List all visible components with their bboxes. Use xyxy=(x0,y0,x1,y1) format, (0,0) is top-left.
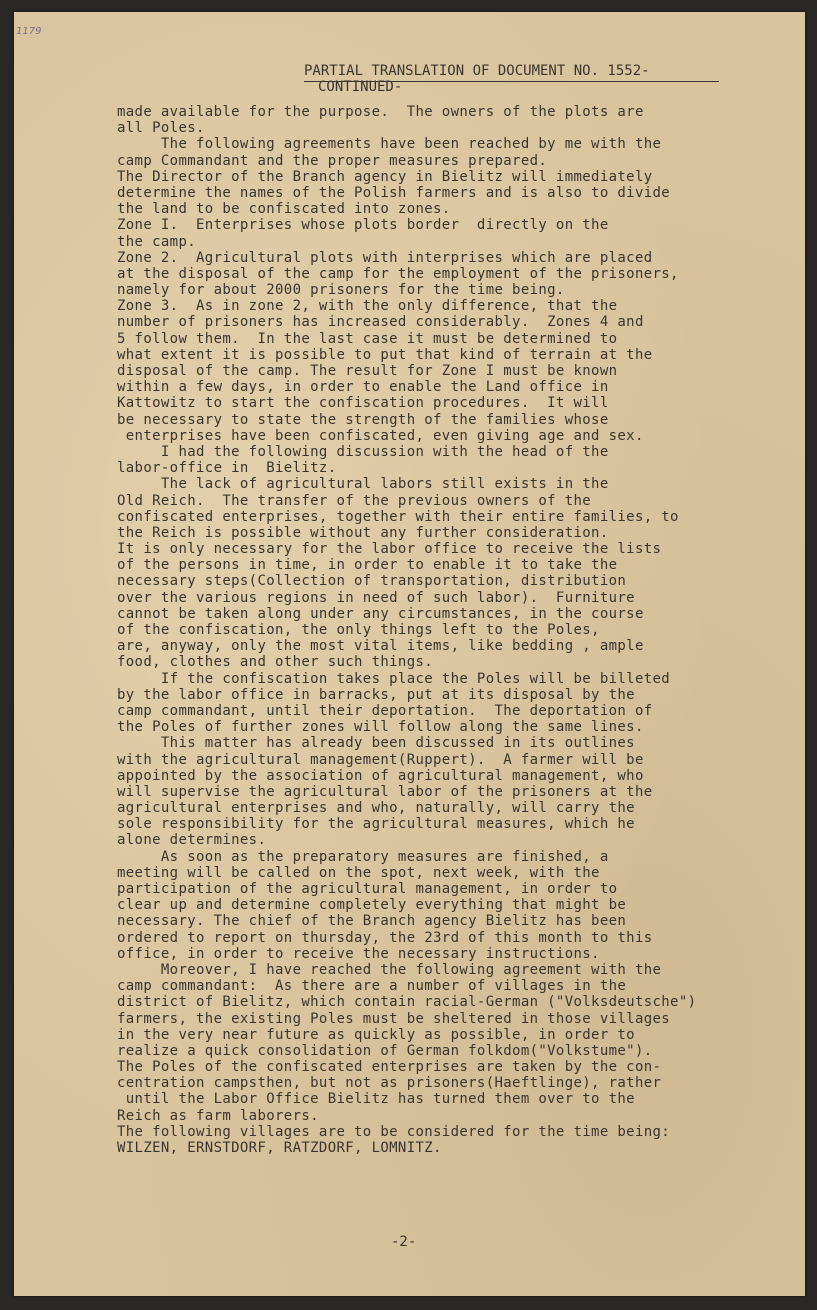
text-line: 5 follow them. In the last case it must be determined to xyxy=(117,330,618,347)
text-line: meeting will be called on the spot, next week, with the xyxy=(117,864,600,881)
text-line: Kattowitz to start the confiscation procedures. It will xyxy=(117,395,609,412)
text-line: at the disposal of the camp for the employment of the prisoners, xyxy=(117,265,679,282)
text-line: farmers, the existing Poles must be sheltered in those villages xyxy=(117,1010,671,1027)
text-line: Zone 2. Agricultural plots with interprises which are placed xyxy=(117,249,653,266)
text-line: The following agreements have been reached by me with the xyxy=(117,136,662,153)
text-line: over the various regions in need of such labor). Furniture xyxy=(117,589,635,606)
text-line: Zone 3. As in zone 2, with the only difference, that the xyxy=(117,298,618,315)
text-line: namely for about 2000 prisoners for the time being. xyxy=(117,282,565,299)
text-line: food, clothes and other such things. xyxy=(117,654,434,671)
text-line: the Poles of further zones will follow along the same lines. xyxy=(117,719,644,736)
text-line: number of prisoners has increased considerably. Zones 4 and xyxy=(117,314,644,331)
text-line: enterprises have been confiscated, even giving age and sex. xyxy=(117,427,644,444)
text-line: the camp. xyxy=(117,233,197,250)
text-line: what extent it is possible to put that kind of terrain at the xyxy=(117,346,653,363)
text-line: necessary steps(Collection of transportation, distribution xyxy=(117,573,627,590)
text-line: district of Bielitz, which contain racial-German ("Volksdeutsche") xyxy=(117,994,697,1011)
page-number: -2- xyxy=(391,1234,417,1250)
text-line: with the agricultural management(Ruppert). A farmer will be xyxy=(117,751,644,768)
text-line: Old Reich. The transfer of the previous owners of the xyxy=(117,492,592,509)
text-line: all Poles. xyxy=(117,120,205,137)
text-line: office, in order to receive the necessary instructions. xyxy=(117,945,600,962)
text-line: alone determines. xyxy=(117,832,267,849)
text-line: of the confiscation, the only things left to the Poles, xyxy=(117,622,600,638)
text-line: be necessary to state the strength of the families whose xyxy=(117,411,609,428)
document-title: PARTIAL TRANSLATION OF DOCUMENT NO. 1552- xyxy=(304,63,650,79)
text-line: cannot be taken along under any circumstances, in the course xyxy=(117,605,644,622)
text-line: will supervise the agricultural labor of the prisoners at the xyxy=(117,783,653,800)
text-line: within a few days, in order to enable the Land office in xyxy=(117,379,609,396)
text-line: in the very near future as quickly as possible, in order to xyxy=(117,1026,635,1043)
text-line: confiscated enterprises, together with their entire families, to xyxy=(117,508,679,525)
text-line: camp commandant: As there are a number of villages in the xyxy=(117,978,627,995)
text-line: participation of the agricultural management, in order to xyxy=(117,881,618,897)
document-body xyxy=(117,104,737,1156)
document-header xyxy=(304,63,724,95)
text-line: until the Labor Office Bielitz has turned them over to the xyxy=(117,1091,635,1108)
text-line: camp commandant, until their deportation. The deportation of xyxy=(117,702,653,719)
text-line: Zone I. Enterprises whose plots border directly on the xyxy=(117,217,609,234)
text-line: This matter has already been discussed in its outlines xyxy=(117,735,635,752)
text-line: of the persons in time, in order to enable it to take the xyxy=(117,557,618,574)
text-line: As soon as the preparatory measures are finished, a xyxy=(117,848,609,865)
text-line: sole responsibility for the agricultural measures, which he xyxy=(117,816,635,833)
text-line: Moreover, I have reached the following agreement with the xyxy=(117,961,662,978)
text-line: The following villages are to be considered for the time being: xyxy=(117,1123,671,1140)
text-line: Reich as farm laborers. xyxy=(117,1107,319,1124)
text-line: ordered to report on thursday, the 23rd of this month to this xyxy=(117,929,653,946)
text-line: made available for the purpose. The owners of the plots are xyxy=(117,104,644,120)
text-line: I had the following discussion with the head of the xyxy=(117,443,609,460)
document-page xyxy=(14,12,805,1296)
text-line: If the confiscation takes place the Poles will be billeted xyxy=(117,670,671,687)
text-line: disposal of the camp. The result for Zone I must be known xyxy=(117,363,618,379)
text-line: realize a quick consolidation of German folkdom("Volkstume"). xyxy=(117,1042,653,1059)
text-line: It is only necessary for the labor office to receive the lists xyxy=(117,541,662,558)
text-line: The Director of the Branch agency in Bielitz will immediately xyxy=(117,168,653,185)
document-subtitle: CONTINUED- xyxy=(318,79,403,95)
text-line: The Poles of the confiscated enterprises are taken by the con- xyxy=(117,1059,662,1076)
text-line: necessary. The chief of the Branch agency Bielitz has been xyxy=(117,913,627,930)
archive-page-mark: 1179 xyxy=(16,26,42,37)
text-line: the land to be confiscated into zones. xyxy=(117,201,451,218)
text-line: centration campsthen, but not as prisoners(Haeftlinge), rather xyxy=(117,1075,662,1092)
text-line: the Reich is possible without any further consideration. xyxy=(117,524,609,541)
text-line: WILZEN, ERNSTDORF, RATZDORF, LOMNITZ. xyxy=(117,1140,442,1156)
text-line: labor-office in Bielitz. xyxy=(117,460,337,477)
text-line: clear up and determine completely everything that might be xyxy=(117,897,627,914)
text-line: The lack of agricultural labors still exists in the xyxy=(117,476,609,493)
text-line: determine the names of the Polish farmers and is also to divide xyxy=(117,184,671,201)
text-line: camp Commandant and the proper measures prepared. xyxy=(117,152,548,169)
text-line: are, anyway, only the most vital items, like bedding , ample xyxy=(117,638,644,655)
text-line: agricultural enterprises and who, naturally, will carry the xyxy=(117,800,635,817)
text-line: by the labor office in barracks, put at its disposal by the xyxy=(117,686,635,703)
text-line: appointed by the association of agricultural management, who xyxy=(117,767,644,784)
